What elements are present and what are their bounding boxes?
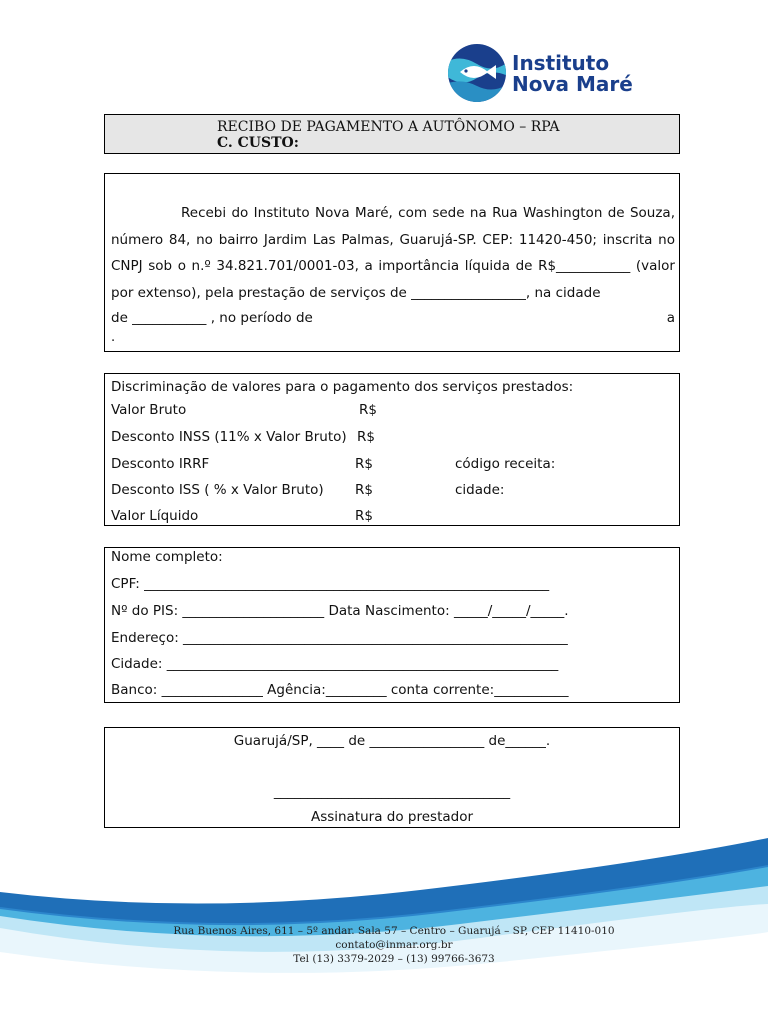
address-field: Endereço: _________________________________________________________ <box>111 630 568 646</box>
signature-label: Assinatura do prestador <box>310 809 474 825</box>
gross-value-label: Valor Bruto <box>111 402 187 418</box>
place-date-line: Guarujá/SP, ____ de _________________ de______. <box>233 733 551 749</box>
logo-text-line2: Nova Maré <box>512 72 633 96</box>
revenue-code-label: código receita: <box>455 456 556 472</box>
signature-line: ___________________________________ <box>273 784 511 800</box>
iss-discount-currency: R$ <box>355 482 373 498</box>
fish-logo-icon <box>446 42 508 104</box>
footer-wave-decoration <box>0 820 768 1024</box>
footer-address: Rua Buenos Aires, 611 – 5º andar. Sala 57 – Centro – Guarujá – SP, CEP 11410-010 <box>173 925 615 937</box>
receipt-period-line <box>111 305 675 331</box>
logo-text-line1: Instituto <box>512 51 610 75</box>
provider-data-box <box>104 547 680 703</box>
cost-center-label: C. CUSTO: <box>217 135 299 151</box>
city-field: Cidade: __________________________________________________________ <box>111 656 559 672</box>
gross-value-currency: R$ <box>359 402 377 418</box>
receipt-end-dot: . <box>111 330 116 345</box>
irrf-discount-currency: R$ <box>355 456 373 472</box>
irrf-discount-label: Desconto IRRF <box>111 456 210 472</box>
header-box <box>104 114 680 154</box>
document-title: RECIBO DE PAGAMENTO A AUTÔNOMO – RPA <box>217 119 560 135</box>
values-box <box>104 373 680 526</box>
receipt-period-left: de ___________ , no período de <box>111 310 313 326</box>
institute-logo <box>446 42 646 108</box>
iss-discount-label: Desconto ISS ( % x Valor Bruto) <box>111 482 324 498</box>
footer-phone: Tel (13) 3379-2029 – (13) 99766-3673 <box>293 953 495 965</box>
iss-city-label: cidade: <box>455 482 505 498</box>
receipt-period-right: a <box>666 310 675 326</box>
inss-discount-label: Desconto INSS (11% x Valor Bruto) <box>111 429 347 445</box>
footer-email[interactable]: contato@inmar.org.br <box>335 939 453 951</box>
net-value-label: Valor Líquido <box>111 508 199 524</box>
bank-field: Banco: _______________ Agência:_________ conta corrente:___________ <box>111 682 569 698</box>
values-heading: Discriminação de valores para o pagamento dos serviços prestados: <box>111 379 574 395</box>
inss-discount-currency: R$ <box>357 429 375 445</box>
cpf-field: CPF: ____________________________________________________________ <box>111 576 550 592</box>
receipt-statement-box <box>104 173 680 352</box>
pis-birthdate-field: Nº do PIS: _____________________ Data Nascimento: _____/_____/_____. <box>111 603 569 619</box>
receipt-paragraph <box>111 200 675 306</box>
receipt-paragraph-text: Recebi do Instituto Nova Maré, com sede na Rua Washington de Souza, número 84, no bairro Jardim Las Palmas, Guarujá-SP. CEP: 11420-450; inscrita no CNPJ sob o n.º 34.821.701/0001-03, a importância líquida de R$___________ (valor por extenso), pela prestação de serviços de _________________, na cidade <box>111 205 675 301</box>
full-name-field: Nome completo: <box>111 549 223 565</box>
signature-box <box>104 727 680 828</box>
net-value-currency: R$ <box>355 508 373 524</box>
